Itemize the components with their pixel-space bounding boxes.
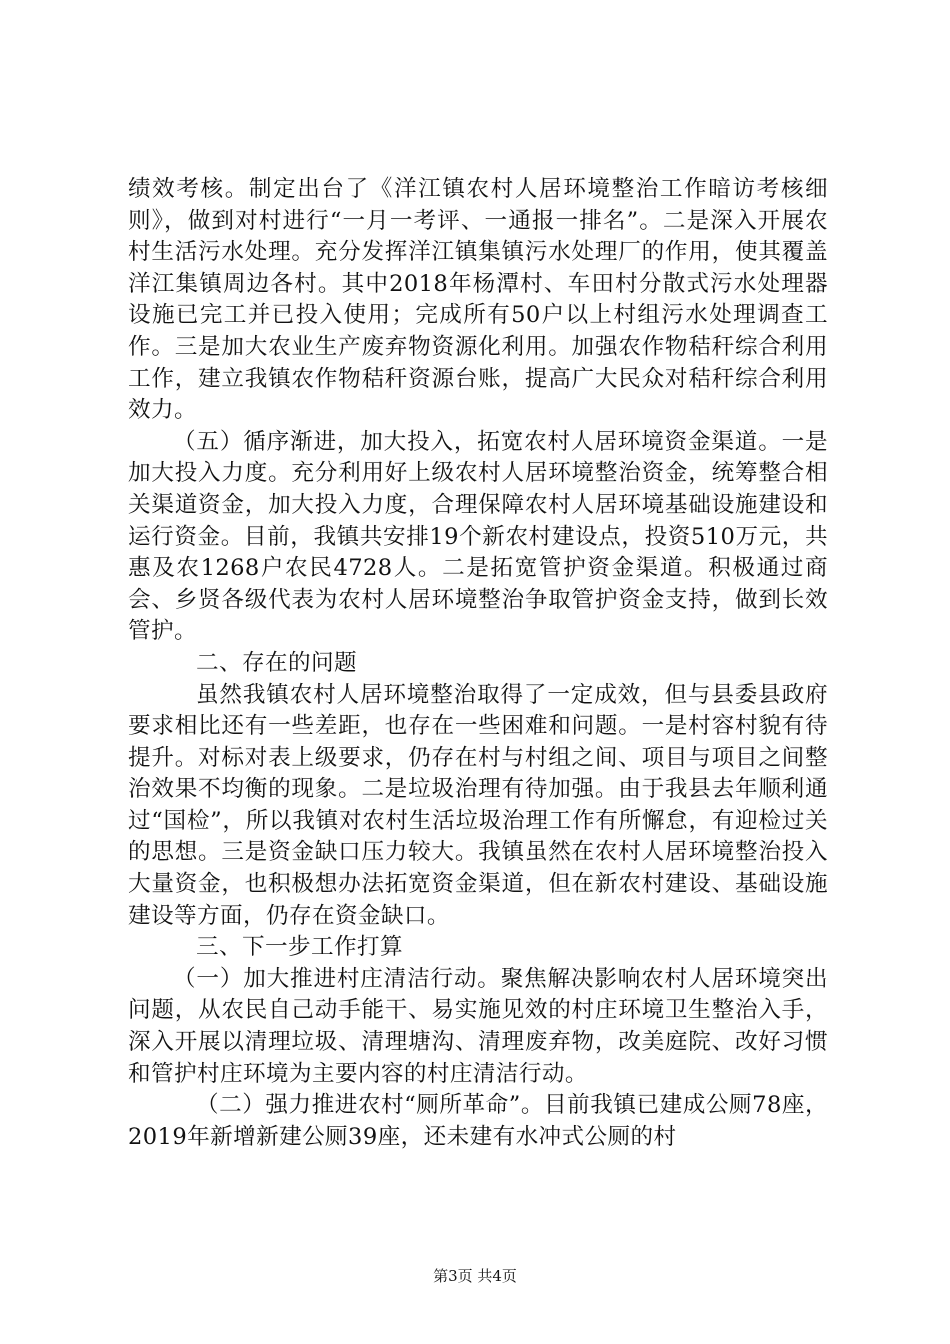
page-number-footer: 第3页 共4页 [433,1267,517,1285]
paragraph-problems: 虽然我镇农村人居环境整治取得了一定成效，但与县委县政府要求相比还有一些差距，也存在一些困难和问题。一是村容村貌有待提升。对标对表上级要求，仍存在村与村组之间、项目与项目之间整治效果不均衡的现象。二是垃圾治理有待加强。由于我县去年顺利通过“国检”，所以我镇对农村生活垃圾治理工作有所懈怠，有迎检过关的思想。三是资金缺口压力较大。我镇虽然在农村人居环境整治投入大量资金，也积极想办法拓宽资金渠道，但在新农村建设、基础设施建设等方面，仍存在资金缺口。 [128,681,828,929]
heading-next-steps: 三、下一步工作打算 [196,934,403,961]
paragraph-next-step-two: （二）强力推进农村“厕所革命”。目前我镇已建成公厕78座，2019年新增新建公厕39座，还未建有水冲式公厕的村 [128,1092,828,1150]
paragraph-continuation: 绩效考核。制定出台了《洋江镇农村人居环境整治工作暗访考核细则》，做到对村进行“一月一考评、一通报一排名”。二是深入开展农村生活污水处理。充分发挥洋江镇集镇污水处理厂的作用，使其覆盖洋江集镇周边各村。其中2018年杨潭村、车田村分散式污水处理器设施已完工并已投入使用；完成所有50户以上村组污水处理调查工作。三是加大农业生产废弃物资源化利用。加强农作物秸秆综合利用工作，建立我镇农作物秸秆资源台账，提高广大民众对秸秆综合利用效力。 [128,176,828,424]
heading-existing-problems: 二、存在的问题 [196,649,357,676]
document-body [128,174,828,1153]
paragraph-next-step-one: （一）加大推进村庄清洁行动。聚焦解决影响农村人居环境突出问题，从农民自己动手能干、易实施见效的村庄环境卫生整治入手，深入开展以清理垃圾、清理塘沟、清理废弃物，改美庭院、改好习惯和管护村庄环境为主要内容的村庄清洁行动。 [128,965,828,1087]
paragraph-section-five: （五）循序渐进，加大投入，拓宽农村人居环境资金渠道。一是加大投入力度。充分利用好上级农村人居环境整治资金，统筹整合相关渠道资金，加大投入力度，合理保障农村人居环境基础设施建设和运行资金。目前，我镇共安排19个新农村建设点，投资510万元，共惠及农1268户农民4728人。二是拓宽管护资金渠道。积极通过商会、乡贤各级代表为农村人居环境整治争取管护资金支持，做到长效管护。 [128,428,828,645]
